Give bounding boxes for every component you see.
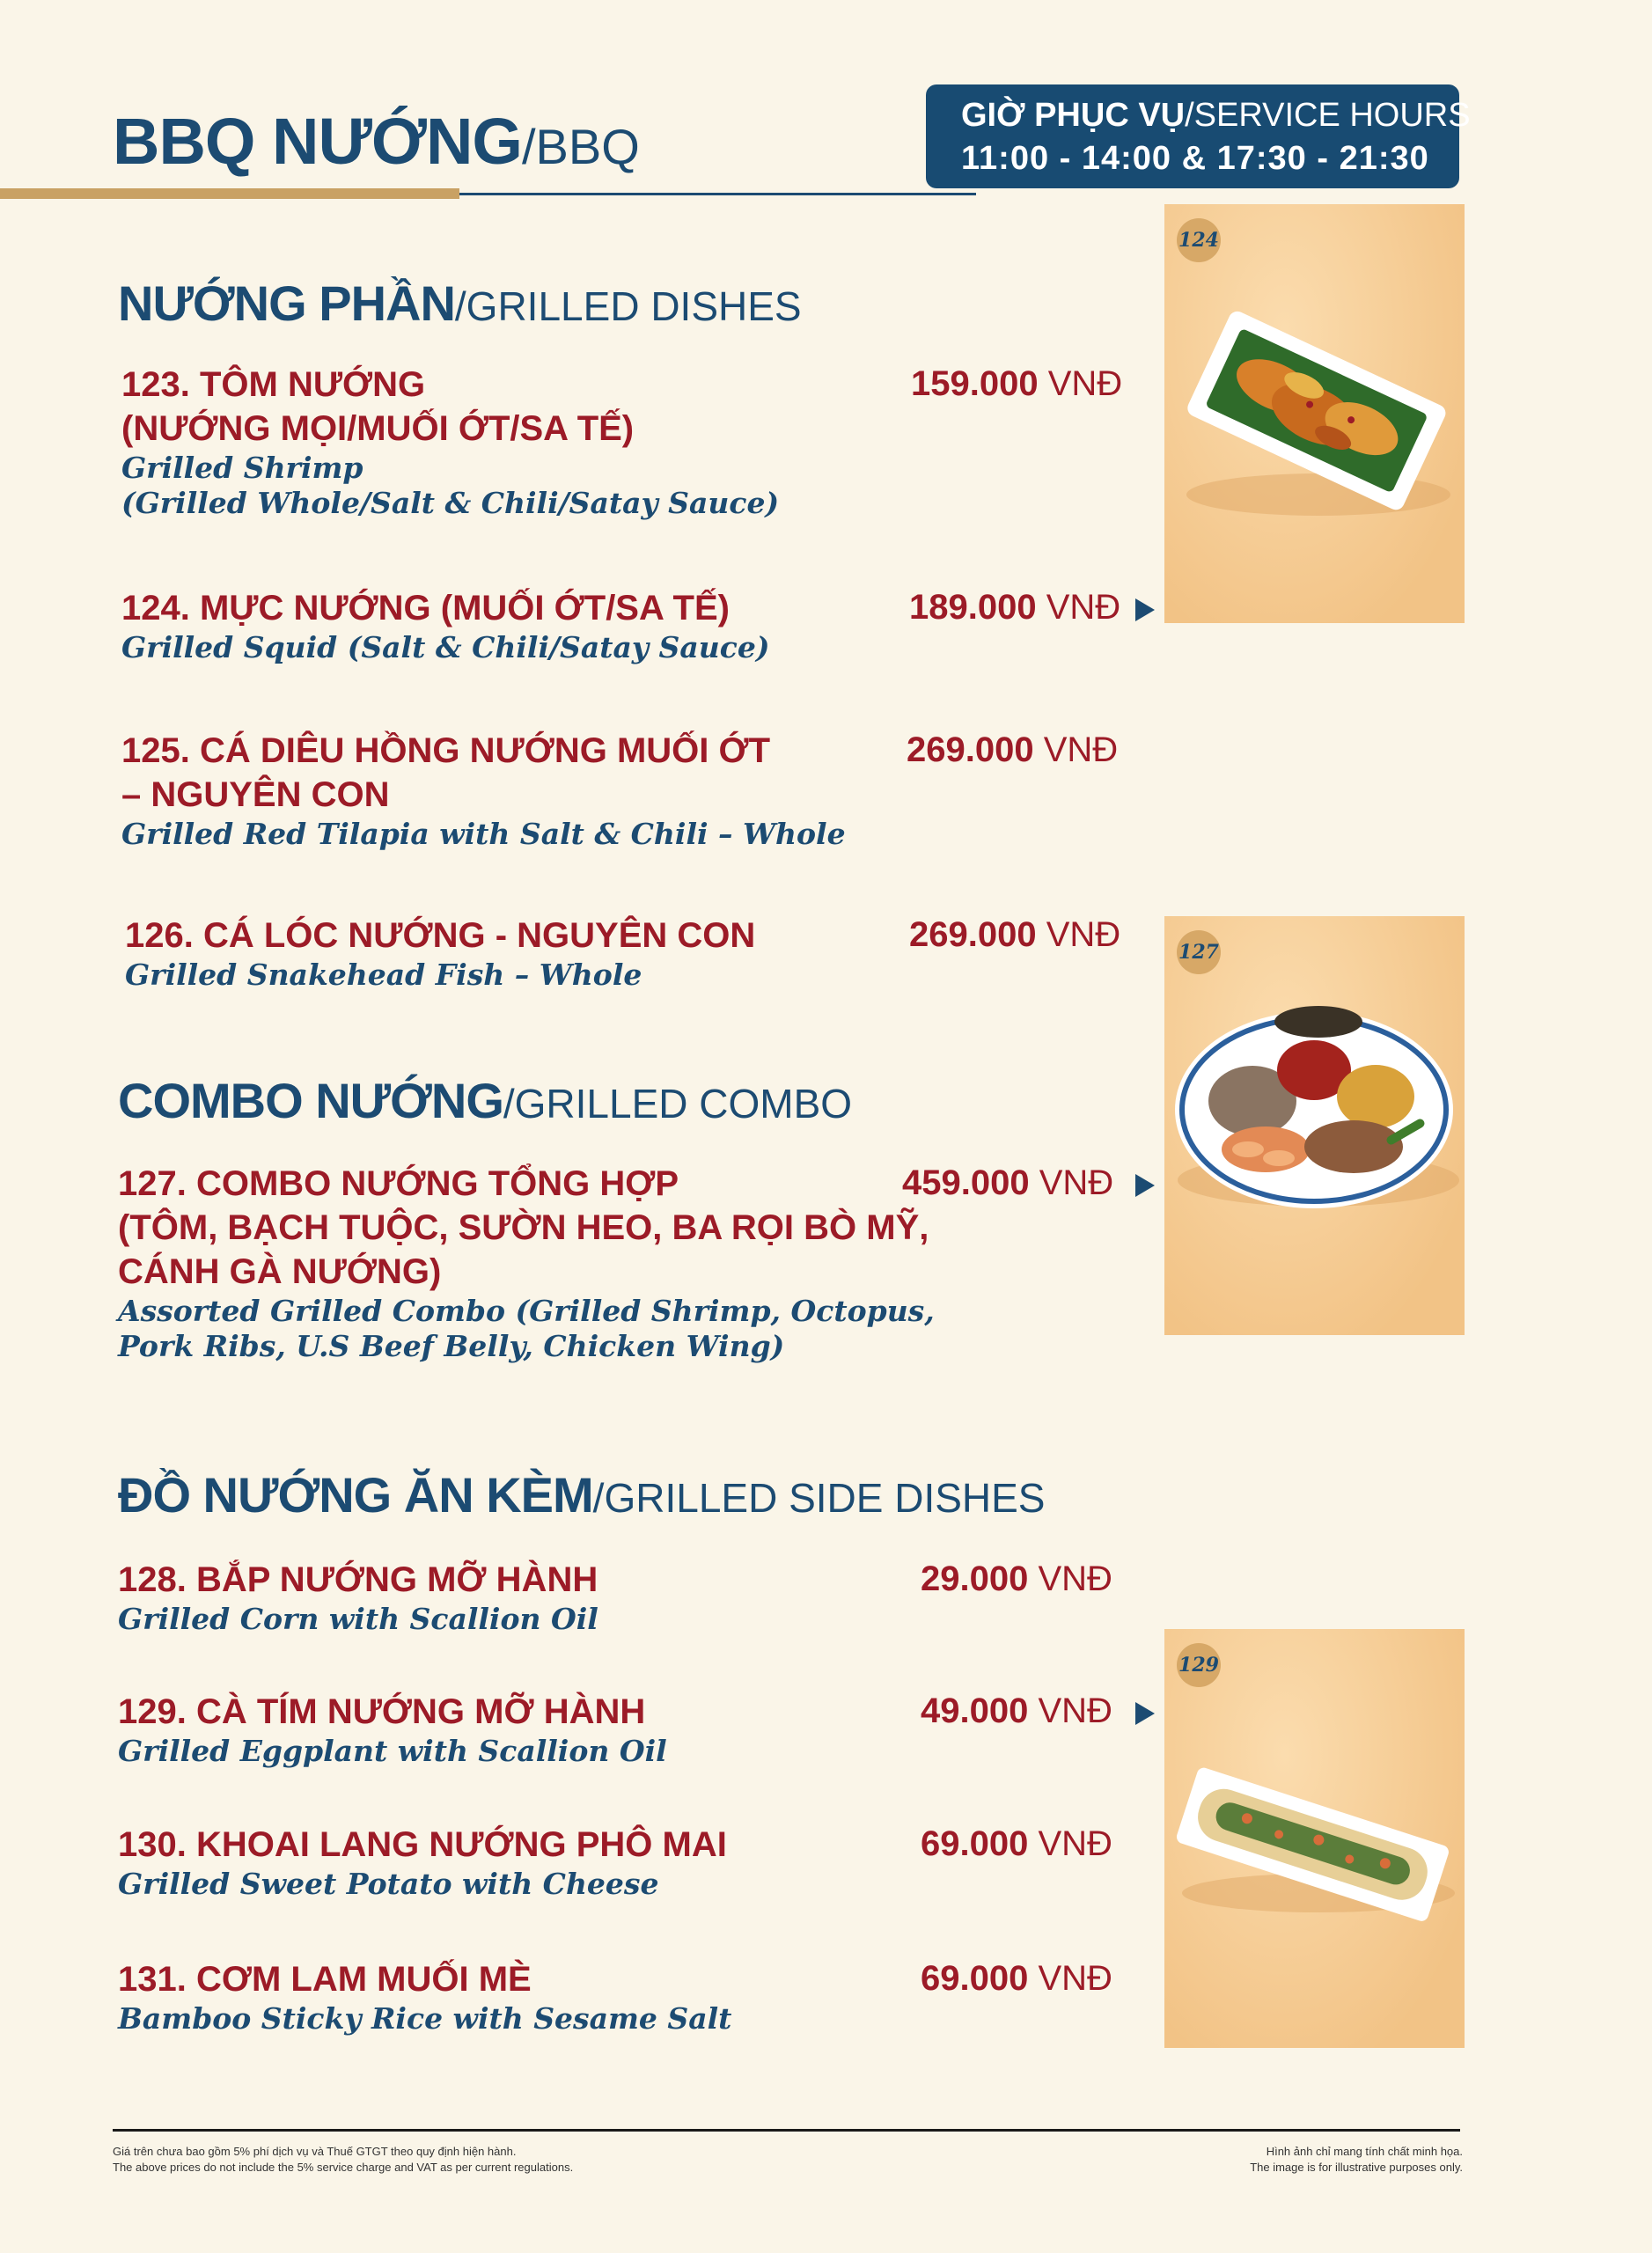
item-name: 126. CÁ LÓC NƯỚNG - NGUYÊN CON xyxy=(125,916,756,955)
item-name: 128. BẮP NƯỚNG MỠ HÀNH xyxy=(118,1560,598,1599)
item-en: Grilled Red Tilapia with Salt & Chili – Whole xyxy=(121,817,846,851)
item-en: Grilled Squid (Salt & Chili/Satay Sauce) xyxy=(121,630,770,664)
price-currency: VNĐ xyxy=(1038,1959,1112,1998)
section-title-sides-vn: ĐỒ NƯỚNG ĂN KÈM xyxy=(118,1467,593,1523)
price-130 xyxy=(921,1824,1112,1864)
title-underline-blue xyxy=(459,193,976,195)
section-title-grilled xyxy=(118,275,802,332)
photo-number-badge: 127 xyxy=(1177,930,1221,974)
photo-127 xyxy=(1164,916,1465,1335)
footer-note-vn: Giá trên chưa bao gồm 5% phí dịch vụ và Thuế GTGT theo quy định hiện hành. xyxy=(113,2145,517,2158)
photo-number-badge: 129 xyxy=(1177,1643,1221,1687)
price-value: 29.000 xyxy=(921,1559,1029,1598)
hours-value: 11:00 - 14:00 & 17:30 - 21:30 xyxy=(961,140,1429,177)
item-en: Bamboo Sticky Rice with Sesame Salt xyxy=(118,2001,732,2036)
dish-eggplant-illustration xyxy=(1164,1629,1465,2048)
item-en: Grilled Snakehead Fish – Whole xyxy=(125,958,642,992)
hours-label-vn: GIỜ PHỤC VỤ xyxy=(961,97,1186,134)
item-name-line2: (TÔM, BẠCH TUỘC, SƯỜN HEO, BA RỌI BÒ MỸ, xyxy=(118,1208,929,1247)
price-value: 269.000 xyxy=(907,730,1034,769)
price-125 xyxy=(907,730,1118,770)
photo-number-badge: 124 xyxy=(1177,218,1221,262)
item-en: Grilled Eggplant with Scallion Oil xyxy=(118,1734,667,1768)
price-value: 459.000 xyxy=(902,1163,1030,1202)
menu-item-131 xyxy=(118,1957,731,2037)
section-title-combo xyxy=(118,1072,852,1129)
section-title-combo-en: /GRILLED COMBO xyxy=(503,1081,853,1126)
price-currency: VNĐ xyxy=(1038,1824,1112,1863)
item-name: 127. COMBO NƯỚNG TỔNG HỢP xyxy=(118,1164,679,1203)
photo-124 xyxy=(1164,204,1465,623)
item-en-line2: Pork Ribs, U.S Beef Belly, Chicken Wing) xyxy=(118,1329,785,1363)
price-value: 189.000 xyxy=(909,588,1037,627)
price-value: 269.000 xyxy=(909,915,1037,954)
item-name: 130. KHOAI LANG NƯỚNG PHÔ MAI xyxy=(118,1825,727,1864)
menu-item-127 xyxy=(118,1162,935,1364)
price-127 xyxy=(902,1163,1113,1203)
item-en: Grilled Corn with Scallion Oil xyxy=(118,1602,598,1636)
section-title-grilled-vn: NƯỚNG PHẦN xyxy=(118,275,455,331)
item-name-line2: (NƯỚNG MỌI/MUỐI ỚT/SA TẾ) xyxy=(121,409,635,448)
item-name: 124. MỰC NƯỚNG (MUỐI ỚT/SA TẾ) xyxy=(121,589,730,627)
price-currency: VNĐ xyxy=(1043,730,1119,769)
dish-combo-platter-illustration xyxy=(1164,916,1465,1335)
section-title-sides xyxy=(118,1466,1046,1523)
price-currency: VNĐ xyxy=(1047,364,1123,403)
dish-shrimp-illustration xyxy=(1164,204,1465,623)
price-currency: VNĐ xyxy=(1046,588,1121,627)
item-name: 129. CÀ TÍM NƯỚNG MỠ HÀNH xyxy=(118,1692,646,1731)
service-hours-box xyxy=(926,84,1471,188)
menu-item-124 xyxy=(121,586,769,665)
page-title-vn: BBQ NƯỚNG xyxy=(113,105,522,178)
footer-disclaimer-image xyxy=(1250,2144,1463,2176)
menu-item-125 xyxy=(121,729,846,852)
price-currency: VNĐ xyxy=(1039,1163,1114,1202)
item-name-line3: CÁNH GÀ NƯỚNG) xyxy=(118,1252,442,1291)
item-name: 131. CƠM LAM MUỐI MÈ xyxy=(118,1960,532,1999)
menu-item-126 xyxy=(125,914,755,993)
page-title-en: /BBQ xyxy=(521,119,640,174)
item-en-line2: (Grilled Whole/Salt & Chili/Satay Sauce) xyxy=(121,486,780,520)
photo-pointer-arrow-icon xyxy=(1135,1174,1155,1197)
title-underline-gold xyxy=(0,188,459,199)
menu-item-130 xyxy=(118,1823,727,1902)
item-en: Grilled Sweet Potato with Cheese xyxy=(118,1867,659,1901)
item-name-line2: – NGUYÊN CON xyxy=(121,775,390,814)
menu-item-128 xyxy=(118,1558,598,1637)
price-currency: VNĐ xyxy=(1046,915,1121,954)
section-title-grilled-en: /GRILLED DISHES xyxy=(454,283,802,329)
menu-item-129 xyxy=(118,1690,667,1769)
footer-image-note-en: The image is for illustrative purposes only. xyxy=(1250,2161,1463,2174)
footer-disclaimer-prices xyxy=(113,2144,573,2176)
price-128 xyxy=(921,1559,1112,1599)
price-123 xyxy=(911,364,1122,404)
price-124 xyxy=(909,588,1120,627)
photo-pointer-arrow-icon xyxy=(1135,598,1155,621)
price-131 xyxy=(921,1959,1112,1999)
photo-pointer-arrow-icon xyxy=(1135,1702,1155,1725)
footer-note-en: The above prices do not include the 5% service charge and VAT as per current regulations. xyxy=(113,2161,574,2174)
price-value: 69.000 xyxy=(921,1959,1029,1998)
hours-label-en: /SERVICE HOURS xyxy=(1185,97,1471,134)
section-title-combo-vn: COMBO NƯỚNG xyxy=(118,1073,503,1128)
price-value: 159.000 xyxy=(911,364,1039,403)
section-title-sides-en: /GRILLED SIDE DISHES xyxy=(592,1475,1046,1521)
price-126 xyxy=(909,915,1120,955)
page-title xyxy=(113,104,640,179)
menu-item-123 xyxy=(121,363,779,521)
item-en: Grilled Shrimp xyxy=(121,451,363,485)
footer-image-note-vn: Hình ảnh chỉ mang tính chất minh họa. xyxy=(1266,2145,1463,2158)
price-currency: VNĐ xyxy=(1038,1692,1112,1730)
item-name: 125. CÁ DIÊU HỒNG NƯỚNG MUỐI ỚT xyxy=(121,731,771,770)
item-en: Assorted Grilled Combo (Grilled Shrimp, Octopus, xyxy=(118,1294,935,1328)
item-name: 123. TÔM NƯỚNG xyxy=(121,365,426,404)
photo-129 xyxy=(1164,1629,1465,2048)
price-value: 49.000 xyxy=(921,1692,1029,1730)
price-129 xyxy=(921,1692,1112,1731)
price-value: 69.000 xyxy=(921,1824,1029,1863)
price-currency: VNĐ xyxy=(1038,1559,1112,1598)
footer-divider xyxy=(113,2129,1460,2132)
